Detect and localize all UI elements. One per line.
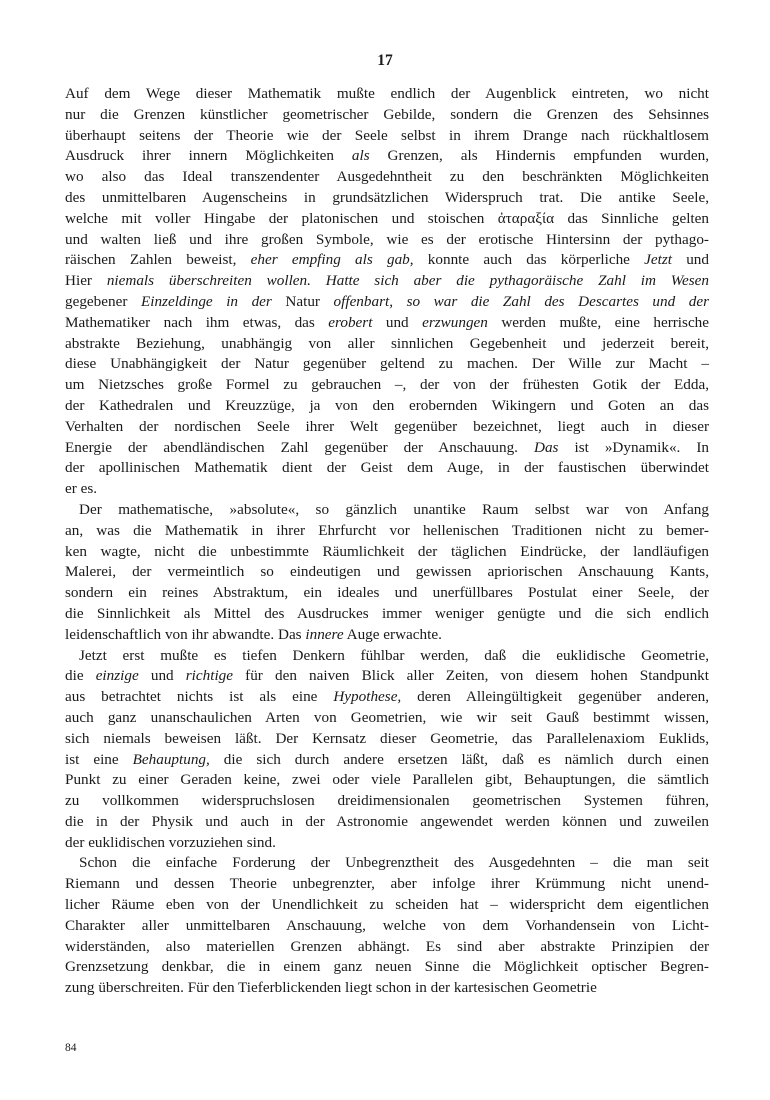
text-line bbox=[65, 126, 709, 147]
text-line bbox=[65, 458, 709, 479]
text-line bbox=[65, 521, 709, 542]
text-run: abstrakte Beziehung, unabhängig von aller sinnlichen Gegebenheit und jederzeit bereit, bbox=[65, 334, 709, 352]
text-run: Schon die einfache Forderung der Unbegrenztheit des Ausgedehnten – die man seit bbox=[79, 854, 709, 872]
text-run: der apollinischen Mathematik dient der Geist dem Auge, in der faustischen überwindet bbox=[65, 459, 709, 477]
text-line bbox=[65, 292, 709, 313]
italic-text: Das bbox=[533, 438, 559, 456]
text-run: Auf dem Wege dieser Mathematik mußte endlich der Augenblick eintreten, wo nicht bbox=[65, 85, 709, 102]
text-run: Ausdruck ihrer innern Möglichkeiten bbox=[65, 147, 352, 165]
page-header-number: 17 bbox=[377, 52, 393, 69]
text-line bbox=[65, 874, 709, 895]
italic-text: richtige bbox=[185, 667, 234, 685]
text-line bbox=[65, 230, 709, 251]
text-line bbox=[65, 833, 709, 854]
text-run: werden mußte, eine herrische bbox=[487, 313, 710, 331]
text-line bbox=[65, 438, 709, 459]
text-run: ken wagte, nicht die unbestimmte Räumlichkeit der täglichen Eindrücke, der landläufigen bbox=[65, 542, 709, 560]
text-line bbox=[65, 500, 709, 521]
text-run: Charakter aller unmittelbaren Anschauung, welche von dem Vorhandensein von Licht- bbox=[65, 916, 709, 934]
text-run: wo also das Ideal transzendenter Ausgedehntheit zu den beschränkten Möglichkeiten bbox=[65, 168, 709, 186]
italic-text: Hypothese, bbox=[333, 688, 402, 706]
italic-text: einzige bbox=[95, 667, 139, 685]
text-line bbox=[65, 105, 709, 126]
italic-text: erobert bbox=[328, 313, 373, 331]
text-line bbox=[65, 750, 709, 771]
text-line bbox=[65, 625, 709, 646]
text-run: Grenzsetzung denkbar, die in einem ganz neuen Sinne die Möglichkeit optischer Begren- bbox=[65, 958, 709, 976]
italic-text: als bbox=[351, 147, 370, 165]
text-run: und bbox=[138, 667, 186, 685]
text-run: die Sinnlichkeit als Mittel des Ausdruckes immer weniger genügte und die sich endlich bbox=[65, 604, 709, 622]
text-run: zu vollkommen widerspruchslosen dreidimensionalen geometrischen Systemen führen, bbox=[65, 792, 709, 810]
text-run: konnte auch das körperliche bbox=[413, 251, 645, 269]
text-line bbox=[65, 770, 709, 791]
italic-text: innere bbox=[305, 625, 344, 643]
text-line bbox=[65, 916, 709, 937]
text-run: welche mit voller Hingabe der platonischen und stoischen ἀταραξία das Sinnliche gelten bbox=[65, 209, 709, 227]
text-run: der Kathedralen und Kreuzzüge, ja von den erobernden Wikingern und Goten an das bbox=[65, 396, 709, 414]
text-run: aus betrachtet nichts ist als eine bbox=[65, 688, 334, 706]
text-run: sondern ein reines Abstraktum, ein ideales und unerfüllbares Postulat einer Seele, der bbox=[65, 584, 709, 602]
text-line bbox=[65, 84, 709, 105]
text-run: Jetzt erst mußte es tiefen Denkern fühlbar werden, daß die euklidische Geometrie, bbox=[79, 646, 709, 664]
text-line bbox=[65, 978, 709, 999]
text-run: und bbox=[671, 251, 709, 269]
body-text bbox=[65, 84, 709, 999]
text-run: und bbox=[372, 313, 423, 331]
text-run: des unmittelbaren Augenscheins in grundsätzlichen Widerspruch trat. Die antike Seele, bbox=[65, 188, 709, 206]
text-run: Malerei, der vermeintlich so eindeutigen und gewissen apriorischen Anschauung Kants, bbox=[65, 563, 709, 581]
text-run: Auge erwachte. bbox=[343, 625, 442, 643]
text-line bbox=[65, 146, 709, 167]
text-run: leidenschaftlich von ihr abwandte. Das bbox=[65, 625, 306, 643]
text-run: zung überschreiten. Für den Tieferblickenden liegt schon in der kartesischen Geometrie bbox=[65, 979, 597, 997]
text-line bbox=[65, 583, 709, 604]
text-line bbox=[65, 562, 709, 583]
text-run: licher Räume eben von der Unendlichkeit zu scheiden hat – widerspricht dem eigentlichen bbox=[65, 896, 709, 914]
text-run: Energie der abendländischen Zahl gegenüber der Anschauung. bbox=[65, 438, 534, 456]
text-run: nur die Grenzen künstlicher geometrischer Gebilde, sondern die Grenzen des Sehsinnes bbox=[65, 105, 709, 123]
text-line bbox=[65, 646, 709, 667]
text-run: ist eine bbox=[65, 750, 133, 768]
text-line bbox=[65, 729, 709, 750]
text-line bbox=[65, 812, 709, 833]
text-run: an, was die Mathematik in ihrer Ehrfurcht vor hellenischen Traditionen nicht zu bemer- bbox=[65, 521, 709, 539]
italic-text: Behauptung, bbox=[132, 750, 210, 768]
text-run: Mathematiker nach ihm etwas, das bbox=[65, 313, 329, 331]
text-line bbox=[65, 375, 709, 396]
text-line bbox=[65, 937, 709, 958]
text-run: die sich durch andere ersetzen läßt, daß es nämlich durch einen bbox=[209, 750, 709, 768]
italic-text: Einzeldinge in der bbox=[127, 292, 286, 310]
text-run: auch ganz unanschaulichen Arten von Geometrien, wie wir seit Gauß bestimmt wissen, bbox=[65, 708, 709, 726]
text-run: überhaupt seitens der Theorie wie der Seele selbst in ihrem Drange nach rückhaltlosem bbox=[65, 126, 709, 144]
text-run: Hier bbox=[65, 272, 92, 290]
text-run: Punkt zu einer Geraden keine, zwei oder viele Parallelen gibt, Behauptungen, die sämtlich bbox=[65, 771, 709, 789]
text-run: gegebener bbox=[65, 292, 128, 310]
text-run: räischen Zahlen beweist, bbox=[65, 251, 251, 269]
text-line bbox=[65, 604, 709, 625]
italic-text: niemals überschreiten wollen. Hatte sich aber die pythagoräische Zahl im Wesen bbox=[92, 272, 709, 290]
text-run: ist »Dynamik«. In bbox=[558, 438, 710, 456]
italic-text: offenbart, so war die Zahl des Descartes und der bbox=[319, 292, 709, 310]
text-run: für den naiven Blick aller Zeiten, von diesem hohen Standpunkt bbox=[233, 667, 709, 685]
text-line bbox=[65, 334, 709, 355]
text-run: Der mathematische, »absolute«, so gänzlich unantike Raum selbst war von Anfang bbox=[79, 500, 709, 518]
text-line bbox=[65, 167, 709, 188]
text-run: um Nietzsches große Formel zu gebrauchen –, der von der frühesten Gotik der Edda, bbox=[65, 376, 709, 394]
text-line bbox=[65, 853, 709, 874]
text-run: der euklidischen vorzuziehen sind. bbox=[65, 833, 276, 851]
italic-text: eher empfing als gab, bbox=[250, 251, 414, 269]
text-run: die in der Physik und auch in der Astronomie angewendet werden können und zuweilen bbox=[65, 812, 709, 830]
text-line bbox=[65, 708, 709, 729]
text-run: Natur bbox=[285, 292, 320, 310]
page-footer-number: 84 bbox=[65, 1042, 77, 1054]
text-run: widerständen, also materiellen Grenzen abhängt. Es sind aber abstrakte Prinzipien der bbox=[65, 937, 709, 955]
text-line bbox=[65, 271, 709, 292]
text-line bbox=[65, 250, 709, 271]
text-line bbox=[65, 687, 709, 708]
text-run: die bbox=[65, 667, 96, 685]
text-run: diese Unabhängigkeit der Natur gegenüber geltend zu machen. Der Wille zur Macht – bbox=[65, 355, 709, 373]
text-run: Verhalten der nordischen Seele ihrer Welt gegenüber bezeichnet, liegt auch in dieser bbox=[65, 417, 709, 435]
text-line bbox=[65, 396, 709, 417]
italic-text: erzwungen bbox=[422, 313, 488, 331]
text-line bbox=[65, 895, 709, 916]
text-line bbox=[65, 313, 709, 334]
italic-text: Jetzt bbox=[644, 251, 672, 269]
text-line bbox=[65, 188, 709, 209]
text-line bbox=[65, 957, 709, 978]
text-run: deren Alleingültigkeit gegenüber anderen, bbox=[401, 688, 710, 706]
text-line bbox=[65, 479, 709, 500]
text-line bbox=[65, 417, 709, 438]
text-line bbox=[65, 666, 709, 687]
text-line bbox=[65, 791, 709, 812]
text-line bbox=[65, 209, 709, 230]
text-line bbox=[65, 354, 709, 375]
text-run: und walten ließ und ihre großen Symbole, wie es der erotische Hintersinn der pythago- bbox=[65, 230, 709, 248]
text-run: er es. bbox=[65, 480, 98, 498]
text-run: sich niemals beweisen läßt. Der Kernsatz dieser Geometrie, das Parallelenaxiom Euklids, bbox=[65, 729, 709, 747]
text-run: Riemann und dessen Theorie unbegrenzter, aber infolge ihrer Krümmung nicht unend- bbox=[65, 875, 709, 893]
text-line bbox=[65, 542, 709, 563]
text-run: Grenzen, als Hindernis empfunden wurden, bbox=[369, 147, 709, 165]
